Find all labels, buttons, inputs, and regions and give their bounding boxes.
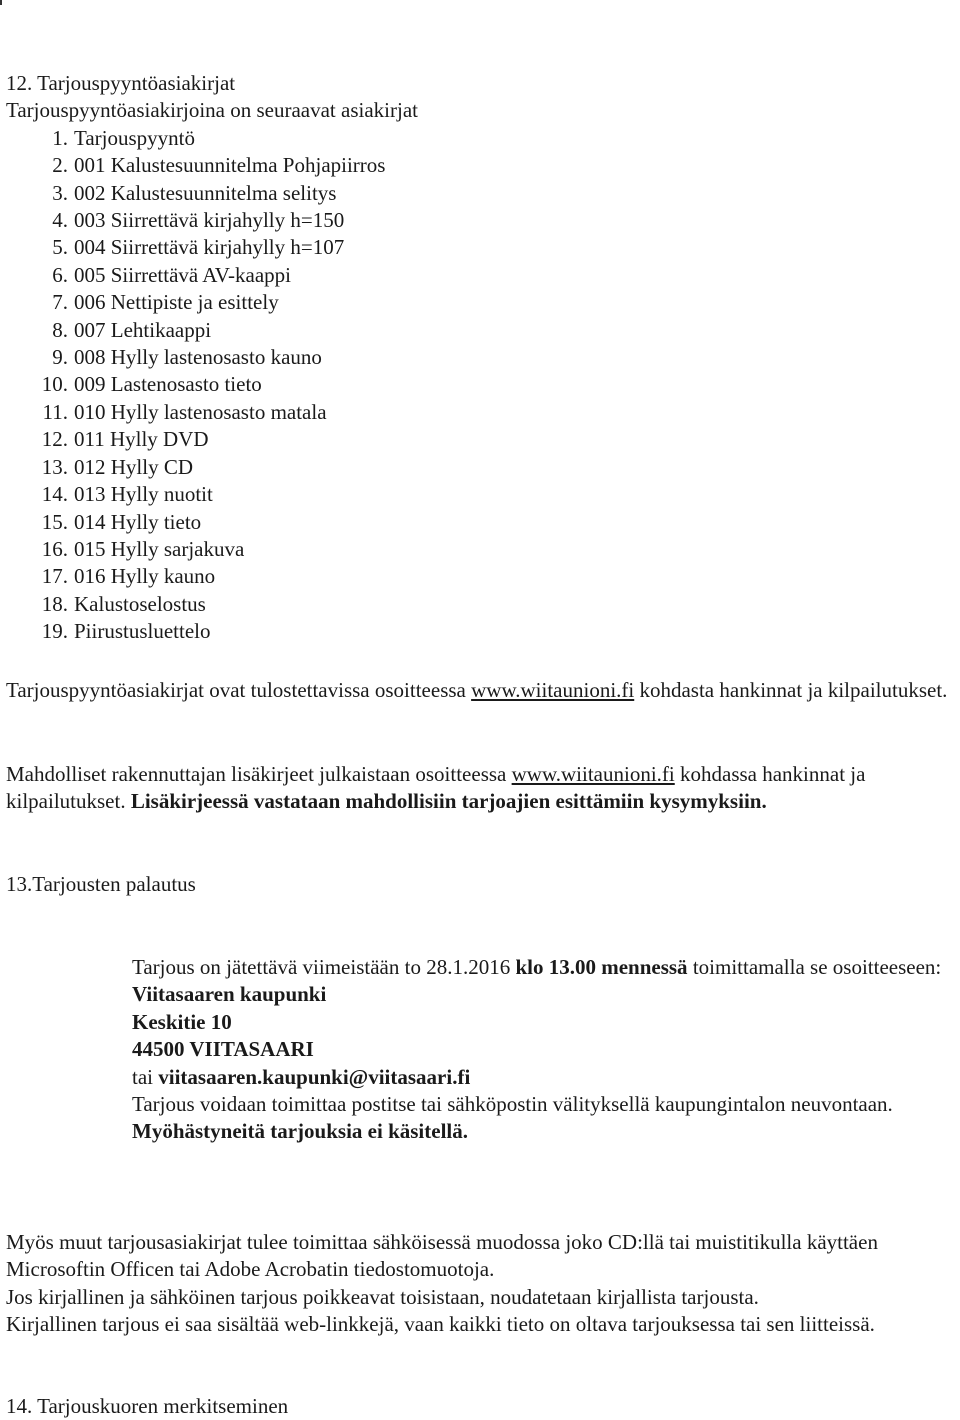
- wiitaunioni-link-2[interactable]: www.wiitaunioni.fi: [511, 762, 675, 786]
- list-number: 6.: [52, 262, 68, 287]
- list-item-text: 013 Hylly nuotit: [74, 482, 213, 507]
- list-number: 18.: [41, 591, 68, 616]
- list-number: 14.: [41, 482, 68, 507]
- deadline-text: Tarjous on jätettävä viimeistään to 28.1.2016 klo 13.00 mennessä toimittamalla se osoitteeseen:: [132, 955, 942, 979]
- wiitaunioni-link[interactable]: www.wiitaunioni.fi: [471, 678, 635, 702]
- document-list-item: [6, 454, 948, 481]
- list-item-text: 011 Hylly DVD: [74, 427, 209, 452]
- document-list-item: [6, 481, 948, 508]
- list-item-text: Piirustusluettelo: [74, 619, 211, 644]
- list-number: 19.: [41, 619, 68, 644]
- list-number: 1.: [52, 125, 68, 150]
- document-list-item: [6, 207, 948, 234]
- addenda-bold-note: Lisäkirjeessä vastataan mahdollisiin tarjoajien esittämiin kysymyksiin.: [130, 789, 767, 814]
- submission-block: [132, 954, 948, 1146]
- list-item-text: 015 Hylly sarjakuva: [74, 536, 245, 561]
- addenda-paragraph: Mahdolliset rakennuttajan lisäkirjeet julkaistaan osoitteessa www.wiitaunioni.fi kohdassa hankinnat ja kilpailutukset. Lisäkirjeessä vastataan mahdollisiin tarjoajien esittämiin kysymyksiin.: [6, 762, 866, 814]
- document-list-item: [6, 426, 948, 453]
- electronic-format-paragraphs: [6, 1229, 948, 1339]
- section-12-heading: 12. Tarjouspyyntöasiakirjat: [6, 71, 236, 95]
- list-item-text: 012 Hylly CD: [74, 454, 194, 479]
- list-item-text: 001 Kalustesuunnitelma Pohjapiirros: [74, 153, 386, 178]
- list-item-text: Tarjouspyyntö: [74, 125, 196, 150]
- list-number: 11.: [42, 399, 68, 424]
- document-list-item: [6, 536, 948, 563]
- list-item-text: 010 Hylly lastenosasto matala: [74, 399, 327, 424]
- list-number: 10.: [41, 372, 68, 397]
- list-number: 5.: [52, 235, 68, 260]
- document-list-item: [6, 289, 948, 316]
- list-item-text: Kalustoselostus: [74, 591, 206, 616]
- paragraph-electronic: Myös muut tarjousasiakirjat tulee toimittaa sähköisessä muodossa joko CD:llä tai muistitikulla käyttäen Microsoftin Officen tai Adobe Acrobatin tiedostomuotoja.: [6, 1230, 878, 1282]
- list-number: 2.: [52, 153, 68, 178]
- section-14-heading: 14. Tarjouskuoren merkitseminen: [6, 1394, 289, 1418]
- list-number: 3.: [52, 180, 68, 205]
- page-edge-mark: [0, 0, 2, 5]
- document-list: [6, 125, 948, 646]
- list-item-text: 005 Siirrettävä AV-kaappi: [74, 262, 291, 287]
- late-note: Myöhästyneitä tarjouksia ei käsitellä.: [132, 1119, 468, 1144]
- section-13-heading: 13.Tarjousten palautus: [6, 872, 196, 896]
- address-name: Viitasaaren kaupunki: [132, 982, 327, 1007]
- paragraph-discrepancy: Jos kirjallinen ja sähköinen tarjous poikkeavat toisistaan, noudatetaan kirjallista tarjousta.: [6, 1284, 759, 1309]
- list-item-text: 008 Hylly lastenosasto kauno: [74, 345, 322, 370]
- list-number: 15.: [41, 509, 68, 534]
- section-12: [6, 70, 948, 646]
- list-number: 4.: [52, 208, 68, 233]
- list-number: 7.: [52, 290, 68, 315]
- list-item-text: 003 Siirrettävä kirjahylly h=150: [74, 208, 345, 233]
- email-line: tai viitasaaren.kaupunki@viitasaari.fi: [132, 1064, 471, 1089]
- document-list-item: [6, 399, 948, 426]
- list-item-text: 006 Nettipiste ja esittely: [74, 290, 279, 315]
- document-list-item: [6, 563, 948, 590]
- address-postal: 44500 VIITASAARI: [132, 1037, 314, 1062]
- list-item-text: 002 Kalustesuunnitelma selitys: [74, 180, 337, 205]
- document-list-item: [6, 317, 948, 344]
- document-list-item: [6, 371, 948, 398]
- document-list-item: [6, 262, 948, 289]
- document-list-item: [6, 234, 948, 261]
- list-number: 8.: [52, 317, 68, 342]
- document-list-item: [6, 618, 948, 645]
- section-12-intro: Tarjouspyyntöasiakirjoina on seuraavat asiakirjat: [6, 98, 418, 123]
- document-list-item: [6, 125, 948, 152]
- paragraph-weblinks: Kirjallinen tarjous ei saa sisältää web-linkkejä, vaan kaikki tieto on oltava tarjouksessa tai sen liitteissä.: [6, 1312, 875, 1337]
- list-item-text: 009 Lastenosasto tieto: [74, 372, 262, 397]
- list-item-text: 016 Hylly kauno: [74, 564, 216, 589]
- availability-paragraph: Tarjouspyyntöasiakirjat ovat tulostettavissa osoitteessa www.wiitaunioni.fi kohdasta hankinnat ja kilpailutukset.: [6, 678, 948, 702]
- list-item-text: 007 Lehtikaappi: [74, 317, 212, 342]
- list-number: 17.: [41, 564, 68, 589]
- document-list-item: [6, 344, 948, 371]
- document-list-item: [6, 180, 948, 207]
- list-item-text: 004 Siirrettävä kirjahylly h=107: [74, 235, 345, 260]
- list-item-text: 014 Hylly tieto: [74, 509, 202, 534]
- address-street: Keskitie 10: [132, 1009, 232, 1034]
- list-number: 13.: [41, 454, 68, 479]
- document-list-item: [6, 591, 948, 618]
- document-list-item: [6, 152, 948, 179]
- list-number: 12.: [41, 427, 68, 452]
- document-list-item: [6, 509, 948, 536]
- list-number: 9.: [52, 345, 68, 370]
- delivery-note: Tarjous voidaan toimittaa postitse tai sähköpostin välityksellä kaupungintalon neuvontaan. Myöhästyneitä tarjouksia ei käsitellä.: [132, 1092, 893, 1144]
- email-address[interactable]: viitasaaren.kaupunki@viitasaari.fi: [158, 1064, 471, 1089]
- list-number: 16.: [41, 536, 68, 561]
